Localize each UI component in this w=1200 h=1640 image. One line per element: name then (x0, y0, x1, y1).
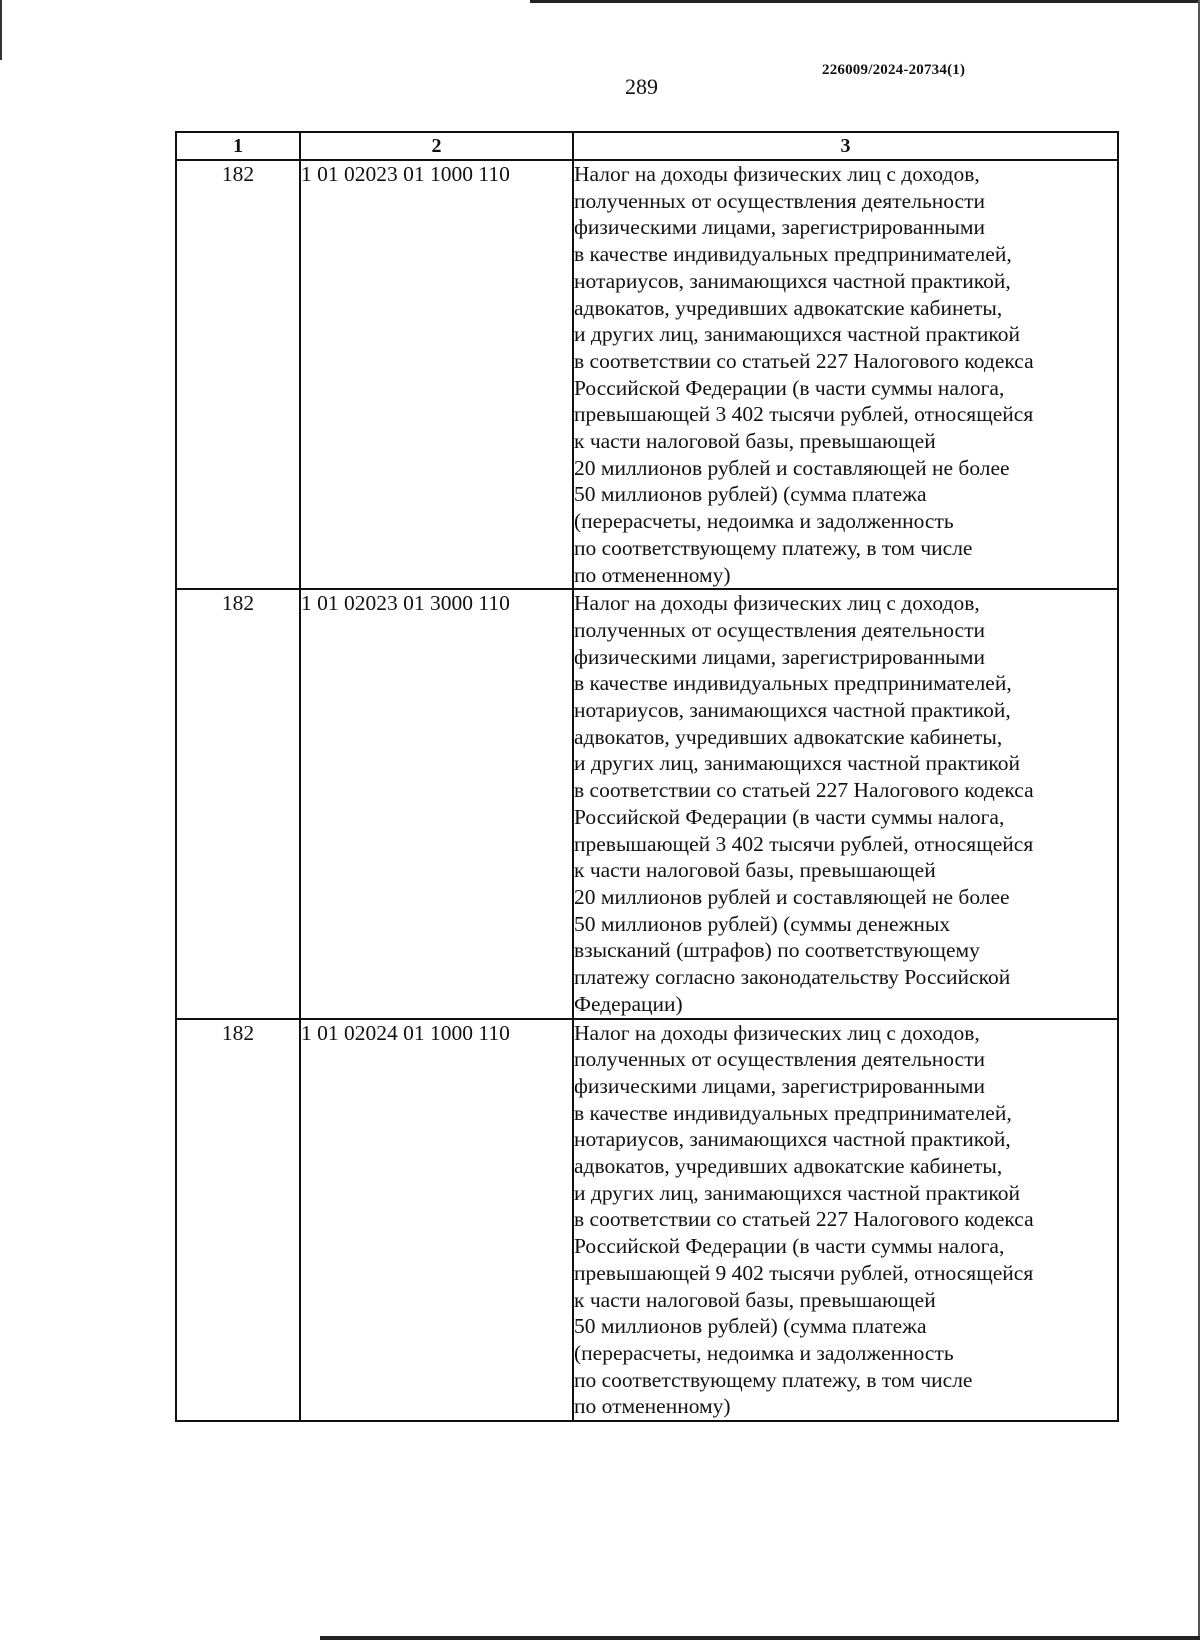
description-line: по соответствующему платежу, в том числе (574, 1367, 973, 1392)
description-line: полученных от осуществления деятельности (574, 188, 985, 213)
table-header-row (176, 132, 1118, 160)
budget-codes-table (175, 131, 1119, 1422)
description-line: в качестве индивидуальных предпринимателей, (574, 242, 1012, 267)
description-line: Российской Федерации (в части суммы налога, (574, 1234, 1005, 1259)
description-line: по отмененному) (574, 1394, 731, 1419)
description-line: и других лиц, занимающихся частной практикой (574, 322, 1020, 347)
table-row (176, 589, 1118, 1018)
scan-artifact-left-edge (0, 0, 2, 60)
description-line: к части налоговой базы, превышающей (574, 429, 936, 454)
column-header-2: 2 (300, 132, 573, 160)
description-line: 50 миллионов рублей) (сумма платежа (574, 1314, 927, 1339)
table-header (176, 132, 1118, 160)
scan-artifact-top-line (530, 0, 1200, 3)
table-row (176, 1019, 1118, 1422)
description-line: (перерасчеты, недоимка и задолженность (574, 1340, 954, 1365)
description-line: (перерасчеты, недоимка и задолженность (574, 509, 954, 534)
scan-artifact-bottom-line (320, 1636, 1200, 1640)
description-line: в соответствии со статьей 227 Налогового кодекса (574, 778, 1034, 803)
description-line: адвокатов, учредивших адвокатские кабинеты, (574, 1154, 1003, 1179)
budget-classification-code-cell: 1 01 02023 01 1000 110 (300, 160, 573, 589)
table-row (176, 160, 1118, 589)
description-line: полученных от осуществления деятельности (574, 1047, 985, 1072)
description-line: 20 миллионов рублей и составляющей не более (574, 884, 1010, 909)
description-line: к части налоговой базы, превышающей (574, 858, 936, 883)
admin-code-cell: 182 (176, 589, 300, 1018)
description-line: нотариусов, занимающихся частной практикой, (574, 1127, 1011, 1152)
description-line: платежу согласно законодательству Российской (574, 965, 1011, 990)
description-line: физическими лицами, зарегистрированными (574, 644, 986, 669)
admin-code-cell: 182 (176, 160, 300, 589)
description-line: 50 миллионов рублей) (суммы денежных (574, 911, 951, 936)
document-registration-number: 226009/2024-20734(1) (822, 62, 966, 78)
budget-classification-code-cell: 1 01 02023 01 3000 110 (300, 589, 573, 1018)
description-line: Федерации) (574, 991, 683, 1016)
description-line: в соответствии со статьей 227 Налогового кодекса (574, 348, 1034, 373)
income-description-cell (573, 589, 1118, 1018)
table-body (176, 160, 1118, 1421)
description-line: и других лиц, занимающихся частной практикой (574, 751, 1020, 776)
description-line: превышающей 9 402 тысячи рублей, относящейся (574, 1260, 1034, 1285)
description-line: по соответствующему платежу, в том числе (574, 535, 973, 560)
description-line: нотариусов, занимающихся частной практикой, (574, 698, 1011, 723)
description-line: Налог на доходы физических лиц с доходов, (574, 162, 980, 186)
description-line: превышающей 3 402 тысячи рублей, относящейся (574, 831, 1034, 856)
description-line: превышающей 3 402 тысячи рублей, относящейся (574, 402, 1034, 427)
column-header-1: 1 (176, 132, 300, 160)
description-line: в качестве индивидуальных предпринимателей, (574, 671, 1012, 696)
page-number: 289 (625, 74, 658, 99)
income-description-cell (573, 1019, 1118, 1422)
column-header-3: 3 (573, 132, 1118, 160)
budget-classification-code-cell: 1 01 02024 01 1000 110 (300, 1019, 573, 1422)
description-line: 50 миллионов рублей) (сумма платежа (574, 482, 927, 507)
description-line: Российской Федерации (в части суммы налога, (574, 375, 1005, 400)
admin-code-cell: 182 (176, 1019, 300, 1422)
description-line: нотариусов, занимающихся частной практикой, (574, 268, 1011, 293)
description-line: по отмененному) (574, 562, 731, 587)
description-line: адвокатов, учредивших адвокатские кабинеты, (574, 724, 1003, 749)
income-description-cell (573, 160, 1118, 589)
description-line: в соответствии со статьей 227 Налогового кодекса (574, 1207, 1034, 1232)
description-line: 20 миллионов рублей и составляющей не более (574, 455, 1010, 480)
description-line: физическими лицами, зарегистрированными (574, 215, 986, 240)
description-line: Налог на доходы физических лиц с доходов, (574, 1020, 980, 1045)
description-line: полученных от осуществления деятельности (574, 617, 985, 642)
description-line: Налог на доходы физических лиц с доходов, (574, 591, 980, 616)
description-line: адвокатов, учредивших адвокатские кабинеты, (574, 295, 1003, 320)
description-line: Российской Федерации (в части суммы налога, (574, 804, 1005, 829)
description-line: к части налоговой базы, превышающей (574, 1287, 936, 1312)
description-line: физическими лицами, зарегистрированными (574, 1073, 986, 1098)
description-line: в качестве индивидуальных предпринимателей, (574, 1100, 1012, 1125)
description-line: и других лиц, занимающихся частной практикой (574, 1180, 1020, 1205)
description-line: взысканий (штрафов) по соответствующему (574, 938, 980, 963)
